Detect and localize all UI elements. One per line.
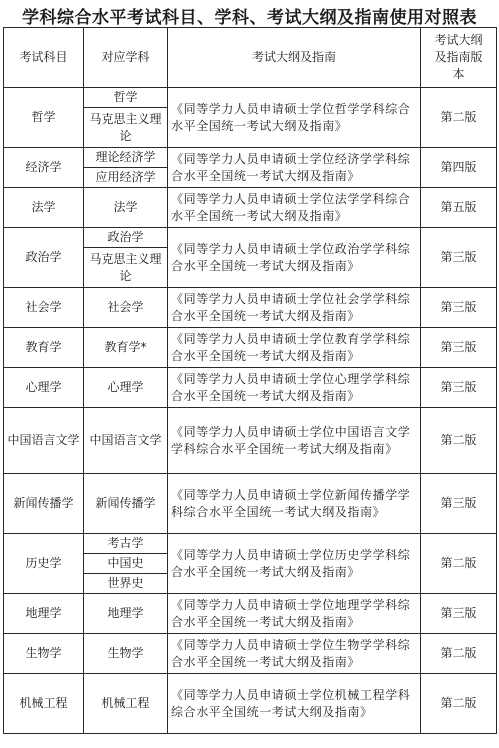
discipline-cell: 哲学 [84, 88, 168, 108]
discipline-cell: 新闻传播学 [84, 474, 168, 534]
table-row [4, 674, 497, 734]
table-row [4, 228, 497, 248]
guide-cell: 《同等学力人员申请硕士学位经济学学科综合水平全国统一考试大纲及指南》 [168, 148, 421, 188]
discipline-cell: 马克思主义理论 [84, 248, 168, 288]
header-discipline: 对应学科 [84, 28, 168, 88]
discipline-cell: 法学 [84, 188, 168, 228]
edition-cell: 第三版 [421, 474, 497, 534]
table-row [4, 474, 497, 534]
header-guide: 考试大纲及指南 [168, 28, 421, 88]
discipline-cell: 社会学 [84, 288, 168, 328]
discipline-cell: 生物学 [84, 634, 168, 674]
discipline-cell: 理论经济学 [84, 148, 168, 168]
discipline-cell: 地理学 [84, 594, 168, 634]
edition-cell: 第三版 [421, 288, 497, 328]
discipline-cell: 教育学* [84, 328, 168, 368]
table-row [4, 368, 497, 408]
edition-cell: 第五版 [421, 188, 497, 228]
edition-cell: 第三版 [421, 228, 497, 288]
discipline-cell: 世界史 [84, 574, 168, 594]
edition-cell: 第四版 [421, 148, 497, 188]
guide-cell: 《同等学力人员申请硕士学位社会学学科综合水平全国统一考试大纲及指南》 [168, 288, 421, 328]
table-header-row [4, 28, 497, 88]
discipline-cell: 应用经济学 [84, 168, 168, 188]
guide-cell: 《同等学力人员申请硕士学位心理学学科综合水平全国统一考试大纲及指南》 [168, 368, 421, 408]
subject-cell: 心理学 [4, 368, 84, 408]
guide-cell: 《同等学力人员申请硕士学位教育学学科综合水平全国统一考试大纲及指南》 [168, 328, 421, 368]
edition-cell: 第二版 [421, 674, 497, 734]
table-row [4, 148, 497, 168]
header-edition: 考试大纲及指南版本 [421, 28, 497, 88]
subject-cell: 社会学 [4, 288, 84, 328]
discipline-cell: 马克思主义理论 [84, 108, 168, 148]
subject-cell: 地理学 [4, 594, 84, 634]
subject-cell: 教育学 [4, 328, 84, 368]
edition-cell: 第三版 [421, 368, 497, 408]
subject-cell: 哲学 [4, 88, 84, 148]
guide-cell: 《同等学力人员申请硕士学位地理学学科综合水平全国统一考试大纲及指南》 [168, 594, 421, 634]
table-row [4, 88, 497, 108]
edition-cell: 第二版 [421, 534, 497, 594]
discipline-cell: 中国语言文学 [84, 408, 168, 474]
edition-cell: 第二版 [421, 88, 497, 148]
table-row [4, 188, 497, 228]
subject-cell: 政治学 [4, 228, 84, 288]
header-subject: 考试科目 [4, 28, 84, 88]
guide-cell: 《同等学力人员申请硕士学位哲学学科综合水平全国统一考试大纲及指南》 [168, 88, 421, 148]
document-title: 学科综合水平考试科目、学科、考试大纲及指南使用对照表 [22, 8, 477, 28]
subject-cell: 法学 [4, 188, 84, 228]
table-row [4, 328, 497, 368]
guide-cell: 《同等学力人员申请硕士学位政治学学科综合水平全国统一考试大纲及指南》 [168, 228, 421, 288]
discipline-cell: 考古学 [84, 534, 168, 554]
guide-cell: 《同等学力人员申请硕士学位机械工程学科综合水平全国统一考试大纲及指南》 [168, 674, 421, 734]
reference-table [3, 27, 497, 734]
guide-cell: 《同等学力人员申请硕士学位中国语言文学学科综合水平全国统一考试大纲及指南》 [168, 408, 421, 474]
guide-cell: 《同等学力人员申请硕士学位法学学科综合水平全国统一考试大纲及指南》 [168, 188, 421, 228]
edition-cell: 第三版 [421, 328, 497, 368]
discipline-cell: 政治学 [84, 228, 168, 248]
guide-cell: 《同等学力人员申请硕士学位历史学学科综合水平全国统一考试大纲及指南》 [168, 534, 421, 594]
subject-cell: 机械工程 [4, 674, 84, 734]
table-row [4, 594, 497, 634]
discipline-cell: 机械工程 [84, 674, 168, 734]
subject-cell: 经济学 [4, 148, 84, 188]
edition-cell: 第二版 [421, 634, 497, 674]
table-row [4, 634, 497, 674]
guide-cell: 《同等学力人员申请硕士学位生物学学科综合水平全国统一考试大纲及指南》 [168, 634, 421, 674]
discipline-cell: 心理学 [84, 368, 168, 408]
subject-cell: 新闻传播学 [4, 474, 84, 534]
discipline-cell: 中国史 [84, 554, 168, 574]
subject-cell: 历史学 [4, 534, 84, 594]
table-row [4, 408, 497, 474]
table-row [4, 288, 497, 328]
edition-cell: 第三版 [421, 594, 497, 634]
edition-cell: 第二版 [421, 408, 497, 474]
subject-cell: 中国语言文学 [4, 408, 84, 474]
subject-cell: 生物学 [4, 634, 84, 674]
table-row [4, 534, 497, 554]
guide-cell: 《同等学力人员申请硕士学位新闻传播学学科综合水平全国统一考试大纲及指南》 [168, 474, 421, 534]
